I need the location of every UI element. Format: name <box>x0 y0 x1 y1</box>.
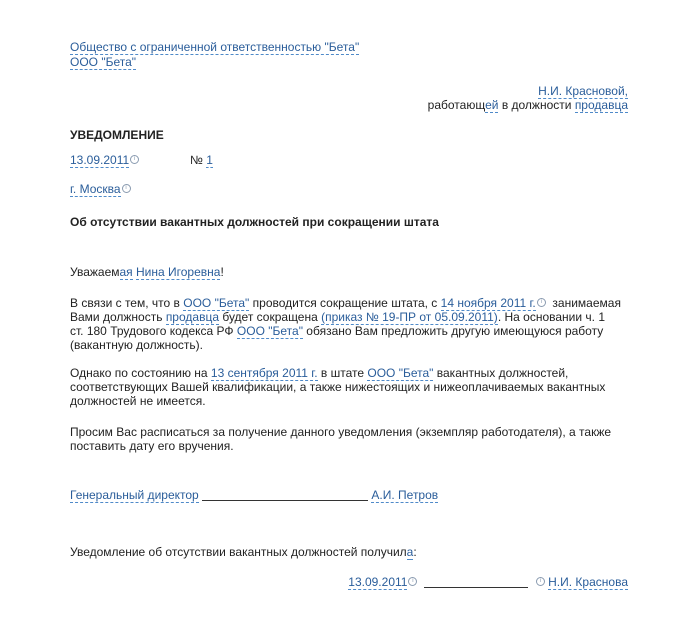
receipt-gender-ending-field[interactable]: а <box>406 545 414 559</box>
greeting-prefix: Уважаем <box>70 265 120 279</box>
para1-line1 <box>70 296 621 311</box>
greeting-line <box>70 265 224 280</box>
para1-text: проводится сокращение штата, с <box>252 296 438 310</box>
para2-line2: соответствующих Вашей квалификации, а также нижестоящих и нижеоплачиваемых вакантных <box>70 380 606 394</box>
para1-position-field[interactable]: продавца <box>165 310 219 324</box>
para1-text: будет сокращена <box>222 310 318 324</box>
signatory-position-field[interactable]: Генеральный директор <box>70 488 199 502</box>
company-short-name-line <box>70 55 136 70</box>
receipt-text: Уведомление об отсутствии вакантных должностей получил <box>70 545 407 559</box>
para1-line3 <box>70 324 603 339</box>
para2-text: Однако по состоянию на <box>70 366 208 380</box>
order-reference-field[interactable]: (приказ № 19-ПР от 05.09.2011) <box>321 310 498 324</box>
para1-text: обязано Вам предложить другую имеющуюся работу <box>306 324 604 338</box>
company-short-name-field[interactable]: ООО "Бета" <box>70 55 137 69</box>
para3-line2: поставить дату его вручения. <box>70 439 234 453</box>
para2-company-field[interactable]: ООО "Бета" <box>367 366 434 380</box>
para1-text: В связи с тем, что в <box>70 296 180 310</box>
para2-text: в штате <box>320 366 365 380</box>
city-line <box>70 182 131 197</box>
para2-line1 <box>70 366 568 381</box>
receipt-colon: : <box>413 545 417 559</box>
date-number-line <box>70 153 139 168</box>
receipt-name-field[interactable]: Н.И. Краснова <box>548 575 628 589</box>
info-icon[interactable]: i <box>408 577 417 586</box>
document-number-field[interactable]: 1 <box>206 153 213 167</box>
status-date-field[interactable]: 13 сентября 2011 г. <box>210 366 318 380</box>
document-date-field[interactable]: 13.09.2011 <box>70 153 130 167</box>
info-icon[interactable]: i <box>536 577 545 586</box>
para2-line3: должностей не имеется. <box>70 394 206 408</box>
receipt-signature-blank <box>424 575 528 588</box>
para2-text: вакантных должностей, <box>436 366 569 380</box>
company-full-name-line <box>70 40 359 55</box>
working-prefix-text: работающ <box>427 98 486 112</box>
greeting-suffix: ! <box>220 265 224 279</box>
addressee-name-field[interactable]: Н.И. Красновой, <box>538 84 628 98</box>
reduction-date-field[interactable]: 14 ноября 2011 г. <box>440 296 536 310</box>
addressee-name-line <box>538 84 628 99</box>
document-number-line <box>190 153 213 168</box>
receipt-statement-line <box>70 545 417 560</box>
info-icon[interactable]: i <box>537 298 546 307</box>
para1-text: занимаемая <box>552 296 621 310</box>
para3-line1: Просим Вас расписаться за получение данного уведомления (экземпляр работодателя), а также <box>70 425 612 439</box>
para1-text: Вами должность <box>70 310 163 324</box>
addressee-position-line <box>428 98 628 113</box>
para1-company-field[interactable]: ООО "Бета" <box>183 296 250 310</box>
para1-text: ст. 180 Трудового кодекса РФ <box>70 324 234 338</box>
director-signature-line <box>70 488 438 503</box>
addressee-position-field[interactable]: продавца <box>574 98 628 112</box>
working-ending-field[interactable]: ей <box>485 98 499 112</box>
number-label: № <box>190 153 203 167</box>
signatory-name-field[interactable]: А.И. Петров <box>371 488 439 502</box>
receipt-date-field[interactable]: 13.09.2011 <box>348 575 408 589</box>
document-title: УВЕДОМЛЕНИЕ <box>70 128 164 142</box>
para1-text: . На основании ч. 1 <box>497 310 606 324</box>
para1-line4: (вакантную должность). <box>70 338 204 352</box>
position-prefix-text: в должности <box>501 98 572 112</box>
para1-company2-field[interactable]: ООО "Бета" <box>236 324 303 338</box>
greeting-name-field[interactable]: Нина Игоревна <box>136 265 221 279</box>
info-icon[interactable]: i <box>122 184 131 193</box>
company-full-name-field[interactable]: Общество с ограниченной ответственностью "Бета" <box>70 40 360 54</box>
signature-blank <box>202 488 368 501</box>
city-field[interactable]: г. Москва <box>70 182 121 196</box>
receipt-signature-line <box>348 575 628 590</box>
info-icon[interactable]: i <box>130 155 139 164</box>
document-subject: Об отсутствии вакантных должностей при сокращении штата <box>70 215 439 229</box>
greeting-gender-ending-field[interactable]: ая <box>119 265 133 279</box>
para1-line2 <box>70 310 605 325</box>
